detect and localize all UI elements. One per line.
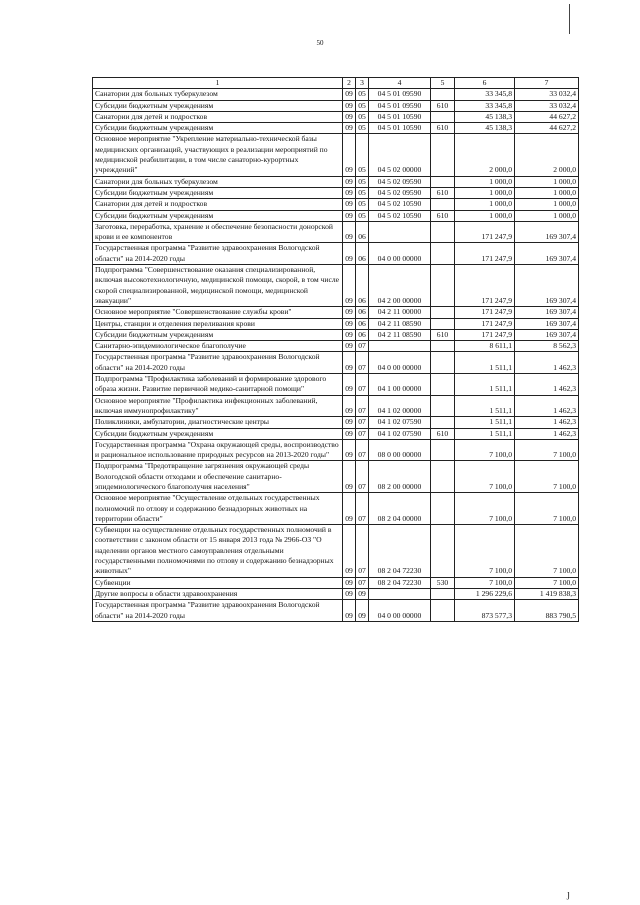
section-code-cell: 09 [343, 588, 356, 599]
subsection-code-cell: 05 [356, 123, 369, 134]
table-row [93, 341, 579, 352]
target-article-cell: 04 0 00 00000 [369, 600, 431, 622]
target-article-cell: 04 5 01 10590 [369, 111, 431, 122]
row-name-cell: Центры, станции и отделения переливания крови [93, 318, 343, 329]
column-header: 4 [369, 78, 431, 89]
section-code-cell: 09 [343, 428, 356, 439]
amount-year1-cell: 1 000,0 [455, 210, 515, 221]
column-header: 1 [93, 78, 343, 89]
subsection-code-cell: 06 [356, 329, 369, 340]
amount-year1-cell: 1 511,1 [455, 417, 515, 428]
table-row [93, 329, 579, 340]
row-name-cell: Санатории для детей и подростков [93, 111, 343, 122]
row-name-cell: Государственная программа "Охрана окружающей среды, воспроизводство и рациональное использование природных ресурсов на 2013-2020 годы" [93, 439, 343, 461]
row-name-cell: Санатории для больных туберкулезом [93, 176, 343, 187]
table-row [93, 123, 579, 134]
row-name-cell: Поликлиники, амбулатории, диагностические центры [93, 417, 343, 428]
row-name-cell: Подпрограмма "Профилактика заболеваний и формирование здорового образа жизни. Развитие первичной медико-санитарной помощи" [93, 374, 343, 396]
section-code-cell: 09 [343, 123, 356, 134]
table-row [93, 577, 579, 588]
amount-year2-cell: 1 000,0 [515, 176, 579, 187]
table-row [93, 439, 579, 461]
expense-type-cell: 610 [431, 100, 455, 111]
table-row [93, 176, 579, 187]
target-article-cell [369, 588, 431, 599]
row-name-cell: Подпрограмма "Предотвращение загрязнения окружающей среды Вологодской области отходами и обеспечение санитарно-эпидемиологического благополучия населения" [93, 461, 343, 493]
target-article-cell [369, 221, 431, 243]
table-row [93, 318, 579, 329]
section-code-cell: 09 [343, 341, 356, 352]
section-code-cell: 09 [343, 318, 356, 329]
subsection-code-cell: 07 [356, 439, 369, 461]
amount-year1-cell: 33 345,8 [455, 100, 515, 111]
target-article-cell: 08 2 04 72230 [369, 525, 431, 577]
table-row [93, 89, 579, 100]
row-name-cell: Санатории для больных туберкулезом [93, 89, 343, 100]
row-name-cell: Государственная программа "Развитие здравоохранения Вологодской области" на 2014-2020 годы [93, 600, 343, 622]
target-article-cell: 04 2 11 00000 [369, 307, 431, 318]
table-row [93, 417, 579, 428]
amount-year2-cell: 1 000,0 [515, 210, 579, 221]
table-row [93, 307, 579, 318]
column-number-row [93, 78, 579, 89]
expense-type-cell [431, 318, 455, 329]
row-name-cell: Санитарно-эпидемиологическое благополучие [93, 341, 343, 352]
section-code-cell: 09 [343, 134, 356, 176]
expense-type-cell: 610 [431, 428, 455, 439]
target-article-cell: 04 5 01 09590 [369, 100, 431, 111]
section-code-cell: 09 [343, 187, 356, 198]
subsection-code-cell: 07 [356, 493, 369, 525]
expense-type-cell [431, 352, 455, 374]
margin-mark [569, 4, 570, 34]
amount-year2-cell: 1 419 838,3 [515, 588, 579, 599]
subsection-code-cell: 09 [356, 600, 369, 622]
target-article-cell: 08 2 04 00000 [369, 493, 431, 525]
table-row [93, 428, 579, 439]
subsection-code-cell: 05 [356, 134, 369, 176]
amount-year2-cell: 7 100,0 [515, 525, 579, 577]
subsection-code-cell: 07 [356, 352, 369, 374]
section-code-cell: 09 [343, 221, 356, 243]
subsection-code-cell: 07 [356, 577, 369, 588]
subsection-code-cell: 07 [356, 395, 369, 417]
target-article-cell: 04 0 00 00000 [369, 352, 431, 374]
section-code-cell: 09 [343, 243, 356, 265]
section-code-cell: 09 [343, 111, 356, 122]
expense-type-cell [431, 493, 455, 525]
section-code-cell: 09 [343, 461, 356, 493]
table-row [93, 461, 579, 493]
amount-year1-cell: 1 511,1 [455, 352, 515, 374]
section-code-cell: 09 [343, 199, 356, 210]
row-name-cell: Субсидии бюджетным учреждениям [93, 329, 343, 340]
subsection-code-cell: 06 [356, 318, 369, 329]
amount-year2-cell: 1 000,0 [515, 187, 579, 198]
expense-type-cell [431, 600, 455, 622]
amount-year2-cell: 33 032,4 [515, 100, 579, 111]
amount-year2-cell: 2 000,0 [515, 134, 579, 176]
row-name-cell: Основное мероприятие "Профилактика инфекционных заболеваний, включая иммунопрофилактику" [93, 395, 343, 417]
amount-year2-cell: 169 307,4 [515, 329, 579, 340]
amount-year1-cell: 1 000,0 [455, 187, 515, 198]
target-article-cell: 04 5 02 09590 [369, 187, 431, 198]
subsection-code-cell: 05 [356, 187, 369, 198]
table-body [93, 89, 579, 622]
budget-table [92, 77, 579, 622]
amount-year1-cell: 1 511,1 [455, 395, 515, 417]
amount-year1-cell: 7 100,0 [455, 493, 515, 525]
expense-type-cell [431, 395, 455, 417]
expense-type-cell: 610 [431, 329, 455, 340]
row-name-cell: Санатории для детей и подростков [93, 199, 343, 210]
amount-year2-cell: 883 790,5 [515, 600, 579, 622]
target-article-cell: 08 2 00 00000 [369, 461, 431, 493]
section-code-cell: 09 [343, 307, 356, 318]
amount-year1-cell: 171 247,9 [455, 318, 515, 329]
table-row [93, 221, 579, 243]
section-code-cell: 09 [343, 600, 356, 622]
table-row [93, 395, 579, 417]
table-row [93, 111, 579, 122]
row-name-cell: Основное мероприятие "Укрепление материально-технической базы медицинских организаций, участвующих в реализации мероприятий по медицинской реабилитации, в том числе санаторно-курортных учреждений" [93, 134, 343, 176]
subsection-code-cell: 05 [356, 199, 369, 210]
table-row [93, 100, 579, 111]
amount-year1-cell: 2 000,0 [455, 134, 515, 176]
row-name-cell: Субсидии бюджетным учреждениям [93, 100, 343, 111]
amount-year1-cell: 7 100,0 [455, 461, 515, 493]
expense-type-cell [431, 307, 455, 318]
scan-mark: ȷ [567, 888, 571, 900]
page-number: 50 [316, 39, 324, 47]
amount-year1-cell: 33 345,8 [455, 89, 515, 100]
section-code-cell: 09 [343, 265, 356, 307]
amount-year2-cell: 1 462,3 [515, 428, 579, 439]
table-row [93, 265, 579, 307]
subsection-code-cell: 09 [356, 588, 369, 599]
row-name-cell: Субвенции [93, 577, 343, 588]
subsection-code-cell: 06 [356, 307, 369, 318]
amount-year2-cell: 1 462,3 [515, 417, 579, 428]
amount-year1-cell: 873 577,3 [455, 600, 515, 622]
amount-year2-cell: 1 462,3 [515, 352, 579, 374]
subsection-code-cell: 05 [356, 100, 369, 111]
target-article-cell: 04 5 01 09590 [369, 89, 431, 100]
amount-year1-cell: 7 100,0 [455, 525, 515, 577]
amount-year2-cell: 7 100,0 [515, 439, 579, 461]
target-article-cell: 04 5 02 00000 [369, 134, 431, 176]
amount-year2-cell: 33 032,4 [515, 89, 579, 100]
amount-year1-cell: 7 100,0 [455, 577, 515, 588]
amount-year2-cell: 1 000,0 [515, 199, 579, 210]
table-row [93, 352, 579, 374]
amount-year2-cell: 1 462,3 [515, 374, 579, 396]
section-code-cell: 09 [343, 395, 356, 417]
amount-year2-cell: 169 307,4 [515, 307, 579, 318]
table-row [93, 210, 579, 221]
target-article-cell: 04 5 02 10590 [369, 210, 431, 221]
expense-type-cell [431, 461, 455, 493]
expense-type-cell [431, 111, 455, 122]
target-article-cell: 04 2 11 08590 [369, 329, 431, 340]
amount-year1-cell: 1 000,0 [455, 176, 515, 187]
row-name-cell: Субсидии бюджетным учреждениям [93, 187, 343, 198]
expense-type-cell: 610 [431, 123, 455, 134]
section-code-cell: 09 [343, 417, 356, 428]
subsection-code-cell: 06 [356, 243, 369, 265]
target-article-cell: 04 2 00 00000 [369, 265, 431, 307]
amount-year1-cell: 1 296 229,6 [455, 588, 515, 599]
subsection-code-cell: 07 [356, 428, 369, 439]
expense-type-cell [431, 199, 455, 210]
row-name-cell: Заготовка, переработка, хранение и обеспечение безопасности донорской крови и ее компонентов [93, 221, 343, 243]
section-code-cell: 09 [343, 329, 356, 340]
amount-year1-cell: 171 247,9 [455, 243, 515, 265]
section-code-cell: 09 [343, 89, 356, 100]
expense-type-cell [431, 265, 455, 307]
row-name-cell: Государственная программа "Развитие здравоохранения Вологодской области" на 2014-2020 годы [93, 243, 343, 265]
section-code-cell: 09 [343, 210, 356, 221]
target-article-cell: 04 1 00 00000 [369, 374, 431, 396]
section-code-cell: 09 [343, 352, 356, 374]
table-row [93, 134, 579, 176]
expense-type-cell [431, 525, 455, 577]
amount-year2-cell: 1 462,3 [515, 395, 579, 417]
section-code-cell: 09 [343, 176, 356, 187]
amount-year1-cell: 1 000,0 [455, 199, 515, 210]
amount-year2-cell: 7 100,0 [515, 461, 579, 493]
target-article-cell: 04 1 02 00000 [369, 395, 431, 417]
subsection-code-cell: 07 [356, 461, 369, 493]
amount-year1-cell: 171 247,9 [455, 265, 515, 307]
row-name-cell: Субсидии бюджетным учреждениям [93, 428, 343, 439]
subsection-code-cell: 06 [356, 265, 369, 307]
subsection-code-cell: 07 [356, 374, 369, 396]
subsection-code-cell: 07 [356, 341, 369, 352]
section-code-cell: 09 [343, 439, 356, 461]
amount-year2-cell: 169 307,4 [515, 318, 579, 329]
expense-type-cell [431, 176, 455, 187]
subsection-code-cell: 05 [356, 210, 369, 221]
row-name-cell: Основное мероприятие "Совершенствование службы крови" [93, 307, 343, 318]
table-row [93, 187, 579, 198]
amount-year2-cell: 169 307,4 [515, 221, 579, 243]
column-header: 7 [515, 78, 579, 89]
expense-type-cell: 610 [431, 210, 455, 221]
expense-type-cell [431, 439, 455, 461]
row-name-cell: Субсидии бюджетным учреждениям [93, 123, 343, 134]
amount-year2-cell: 44 627,2 [515, 111, 579, 122]
amount-year2-cell: 8 562,3 [515, 341, 579, 352]
subsection-code-cell: 05 [356, 89, 369, 100]
expense-type-cell [431, 417, 455, 428]
amount-year2-cell: 7 100,0 [515, 493, 579, 525]
amount-year2-cell: 44 627,2 [515, 123, 579, 134]
target-article-cell: 04 0 00 00000 [369, 243, 431, 265]
target-article-cell: 04 2 11 08590 [369, 318, 431, 329]
section-code-cell: 09 [343, 374, 356, 396]
row-name-cell: Основное мероприятие "Осуществление отдельных государственных полномочий по отлову и содержанию безнадзорных животных на территории области" [93, 493, 343, 525]
expense-type-cell [431, 588, 455, 599]
amount-year1-cell: 7 100,0 [455, 439, 515, 461]
row-name-cell: Субсидии бюджетным учреждениям [93, 210, 343, 221]
target-article-cell [369, 341, 431, 352]
row-name-cell: Государственная программа "Развитие здравоохранения Вологодской области" на 2014-2020 годы [93, 352, 343, 374]
amount-year2-cell: 169 307,4 [515, 265, 579, 307]
row-name-cell: Другие вопросы в области здравоохранения [93, 588, 343, 599]
subsection-code-cell: 05 [356, 176, 369, 187]
expense-type-cell [431, 243, 455, 265]
section-code-cell: 09 [343, 525, 356, 577]
target-article-cell: 08 0 00 00000 [369, 439, 431, 461]
section-code-cell: 09 [343, 100, 356, 111]
expense-type-cell: 610 [431, 187, 455, 198]
target-article-cell: 04 5 01 10590 [369, 123, 431, 134]
subsection-code-cell: 06 [356, 221, 369, 243]
target-article-cell: 04 5 02 09590 [369, 176, 431, 187]
amount-year1-cell: 8 611,1 [455, 341, 515, 352]
amount-year1-cell: 45 138,3 [455, 123, 515, 134]
amount-year1-cell: 45 138,3 [455, 111, 515, 122]
table-row [93, 525, 579, 577]
amount-year1-cell: 1 511,1 [455, 374, 515, 396]
target-article-cell: 04 1 02 07590 [369, 417, 431, 428]
table-row [93, 243, 579, 265]
amount-year1-cell: 1 511,1 [455, 428, 515, 439]
target-article-cell: 04 1 02 07590 [369, 428, 431, 439]
expense-type-cell: 530 [431, 577, 455, 588]
expense-type-cell [431, 341, 455, 352]
table-row [93, 374, 579, 396]
subsection-code-cell: 07 [356, 525, 369, 577]
target-article-cell: 08 2 04 72230 [369, 577, 431, 588]
table-row [93, 199, 579, 210]
table-row [93, 493, 579, 525]
column-header: 3 [356, 78, 369, 89]
amount-year1-cell: 171 247,9 [455, 329, 515, 340]
section-code-cell: 09 [343, 493, 356, 525]
amount-year2-cell: 7 100,0 [515, 577, 579, 588]
row-name-cell: Подпрограмма "Совершенствование оказания специализированной, включая высокотехнологичную, медицинской помощи, скорой, в том числе скорой специализированной, медицинской помощи, медицинской эвакуации" [93, 265, 343, 307]
expense-type-cell [431, 89, 455, 100]
expense-type-cell [431, 221, 455, 243]
expense-type-cell [431, 374, 455, 396]
amount-year1-cell: 171 247,9 [455, 221, 515, 243]
column-header: 6 [455, 78, 515, 89]
target-article-cell: 04 5 02 10590 [369, 199, 431, 210]
row-name-cell: Субвенции на осуществление отдельных государственных полномочий в соответствии с законом области от 15 января 2013 года № 2966-ОЗ "О наделении органов местного самоуправления отдельными государственными полномочиями по отлову и содержанию безнадзорных животных" [93, 525, 343, 577]
amount-year2-cell: 169 307,4 [515, 243, 579, 265]
column-header: 2 [343, 78, 356, 89]
table-row [93, 588, 579, 599]
expense-type-cell [431, 134, 455, 176]
subsection-code-cell: 05 [356, 111, 369, 122]
table-row [93, 600, 579, 622]
subsection-code-cell: 07 [356, 417, 369, 428]
column-header: 5 [431, 78, 455, 89]
section-code-cell: 09 [343, 577, 356, 588]
amount-year1-cell: 171 247,9 [455, 307, 515, 318]
